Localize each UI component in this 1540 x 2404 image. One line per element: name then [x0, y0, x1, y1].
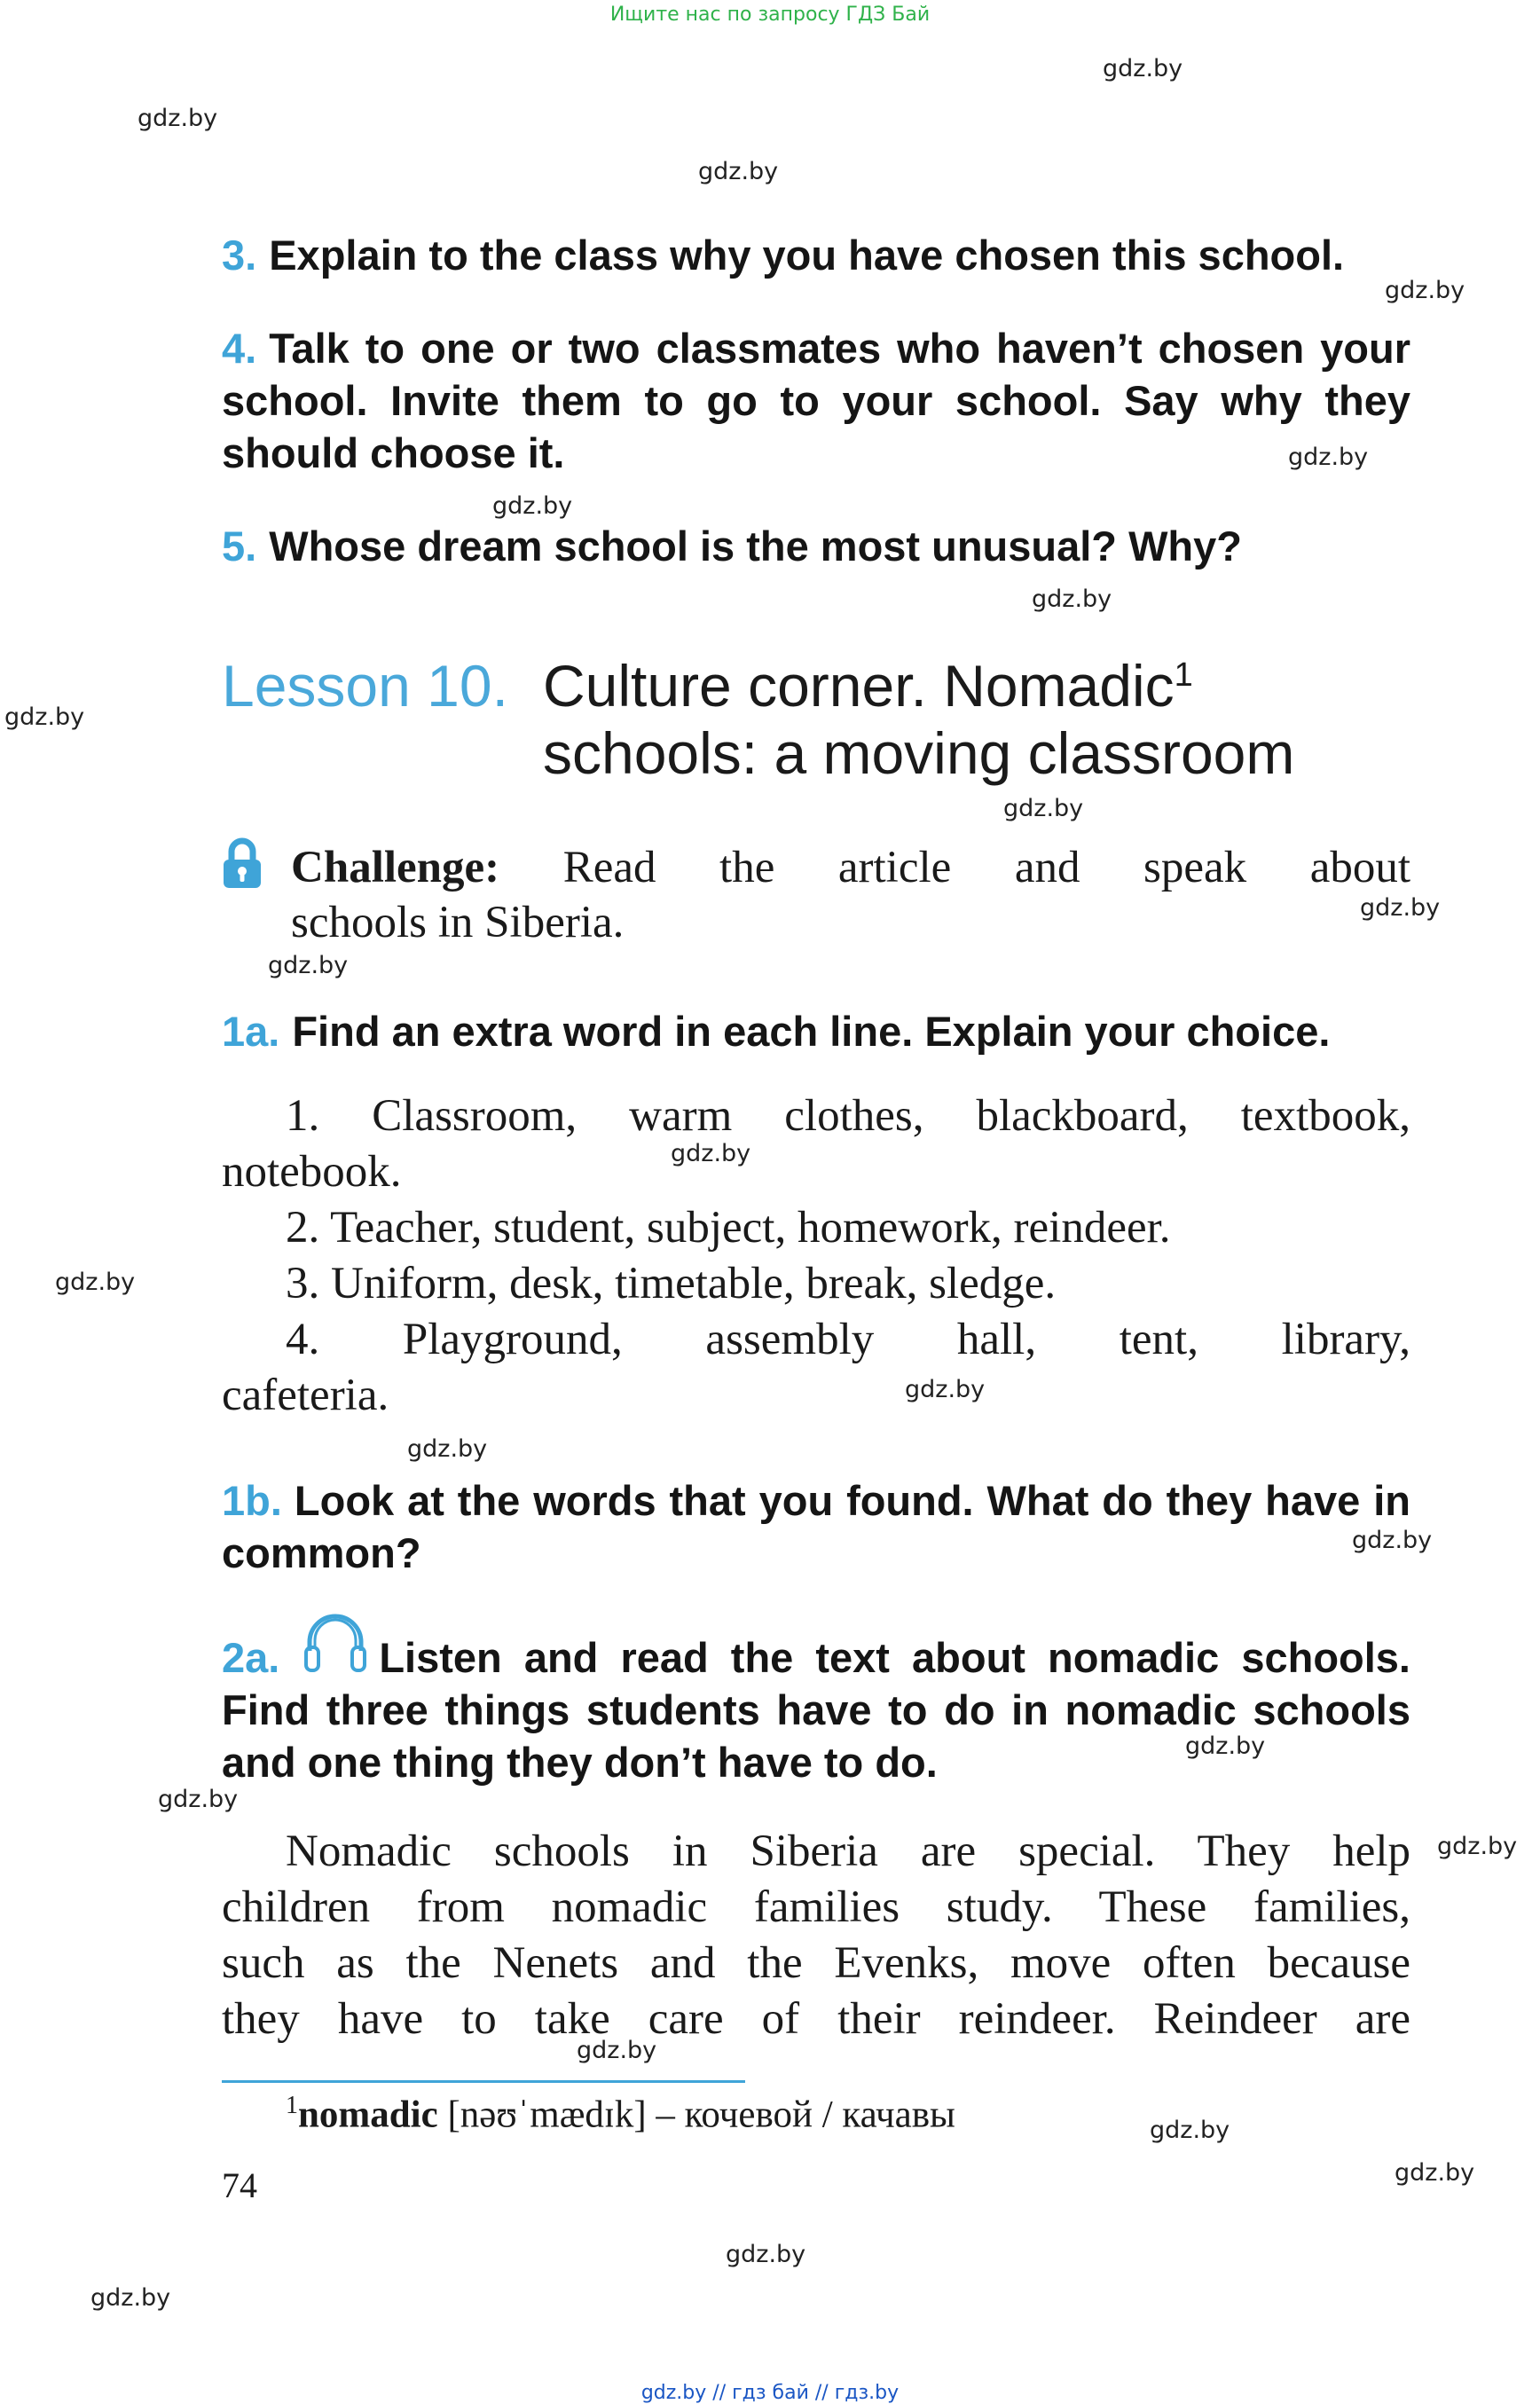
- watermark: gdz.by: [138, 105, 218, 132]
- watermark: gdz.by: [905, 1376, 986, 1403]
- lesson-title-line-1: Culture corner. Nomadic: [543, 653, 1175, 719]
- footnote-divider: [222, 2080, 745, 2083]
- watermark: gdz.by: [1032, 585, 1112, 613]
- task-4: [222, 322, 1410, 479]
- watermark: gdz.by: [726, 2241, 806, 2268]
- task-number: 1b.: [222, 1477, 282, 1524]
- footnote-ref: 1: [1174, 656, 1193, 694]
- watermark: gdz.by: [1395, 2159, 1475, 2187]
- footnote-word: nomadic: [298, 2094, 438, 2136]
- challenge-text-1: Read the article and speak about: [562, 843, 1410, 892]
- task-number: 3.: [222, 232, 257, 279]
- list-item: 2. Teacher, student, subject, homework, reindeer.: [286, 1203, 1171, 1253]
- challenge-text-2: schools in Siberia.: [291, 898, 625, 947]
- top-banner[interactable]: Ищите нас по запросу ГДЗ Бай: [609, 4, 931, 26]
- task-text-1: Listen and read the text about nomadic schools.: [379, 1634, 1410, 1681]
- task-5: [222, 520, 1410, 572]
- challenge: [291, 840, 1410, 950]
- task-2a: [222, 1631, 1410, 1788]
- challenge-label: Challenge:: [291, 843, 500, 892]
- word-list: [222, 1088, 1410, 1424]
- lesson-title-line-2: schools: a moving classroom: [543, 720, 1295, 786]
- task-text-2: Find three things students have to do in nomadic schools and one thing they don’t have to do.: [222, 1686, 1410, 1786]
- passage-line: they have to take care of their reindeer. Reindeer are: [222, 1994, 1410, 2044]
- reading-passage: [222, 1824, 1410, 2047]
- watermark: gdz.by: [1385, 277, 1465, 304]
- watermark: gdz.by: [158, 1786, 239, 1813]
- list-item-continued: notebook.: [222, 1147, 402, 1197]
- watermark: gdz.by: [698, 158, 779, 185]
- watermark: gdz.by: [1352, 1527, 1433, 1554]
- list-item: 4. Playground, assembly hall, tent, library,: [286, 1315, 1410, 1364]
- watermark: gdz.by: [268, 952, 349, 979]
- task-text: Whose dream school is the most unusual? Why?: [269, 522, 1242, 570]
- watermark: gdz.by: [407, 1435, 488, 1463]
- watermark: gdz.by: [492, 492, 573, 520]
- task-1a: [222, 1005, 1410, 1057]
- lesson-heading: [222, 652, 1419, 786]
- footnote-translation: – кочевой / качавы: [656, 2094, 955, 2136]
- page-number: 74: [222, 2165, 257, 2205]
- task-1b: [222, 1474, 1410, 1579]
- watermark: gdz.by: [1288, 444, 1369, 471]
- watermark: gdz.by: [4, 703, 85, 731]
- list-item: 1. Classroom, warm clothes, blackboard, textbook,: [286, 1091, 1410, 1141]
- watermark: gdz.by: [1103, 55, 1183, 82]
- task-text: Explain to the class why you have chosen this school.: [269, 232, 1345, 279]
- watermark: gdz.by: [1185, 1732, 1266, 1760]
- watermark: gdz.by: [90, 2284, 171, 2312]
- watermark: gdz.by: [55, 1269, 136, 1296]
- task-3: [222, 229, 1410, 281]
- watermark: gdz.by: [1437, 1833, 1518, 1860]
- watermark: gdz.by: [577, 2037, 657, 2064]
- lesson-number: Lesson 10.: [222, 653, 508, 719]
- task-text: Look at the words that you found. What do they have in common?: [222, 1477, 1410, 1576]
- footnote-transcription: [nəʊˈmædɪk]: [447, 2094, 647, 2136]
- footnote-mark: 1: [286, 2092, 298, 2119]
- list-item: 3. Uniform, desk, timetable, break, sledge.: [286, 1259, 1057, 1308]
- task-number: 4.: [222, 325, 257, 372]
- passage-line: children from nomadic families study. These families,: [222, 1882, 1410, 1932]
- task-number: 5.: [222, 522, 257, 570]
- footnote: [286, 2092, 955, 2136]
- task-text: Talk to one or two classmates who haven’t chosen your school. Invite them to go to your school. Say why they should choose it.: [222, 325, 1410, 476]
- watermark: gdz.by: [1003, 795, 1084, 822]
- list-item-continued: cafeteria.: [222, 1371, 389, 1420]
- task-text: Find an extra word in each line. Explain your choice.: [292, 1008, 1331, 1055]
- lesson-title: [543, 652, 1430, 787]
- passage-line: Nomadic schools in Siberia are special. They help: [286, 1827, 1410, 1876]
- lock-icon: [222, 837, 263, 890]
- watermark: gdz.by: [671, 1140, 751, 1167]
- watermark: gdz.by: [1360, 894, 1441, 922]
- passage-line: such as the Nenets and the Evenks, move often because: [222, 1938, 1410, 1988]
- watermark: gdz.by: [1150, 2117, 1230, 2144]
- bottom-banner[interactable]: gdz.by // гдз бай // гдз.by: [640, 2382, 900, 2404]
- task-number: 1a.: [222, 1008, 280, 1055]
- task-number: 2a.: [222, 1634, 280, 1681]
